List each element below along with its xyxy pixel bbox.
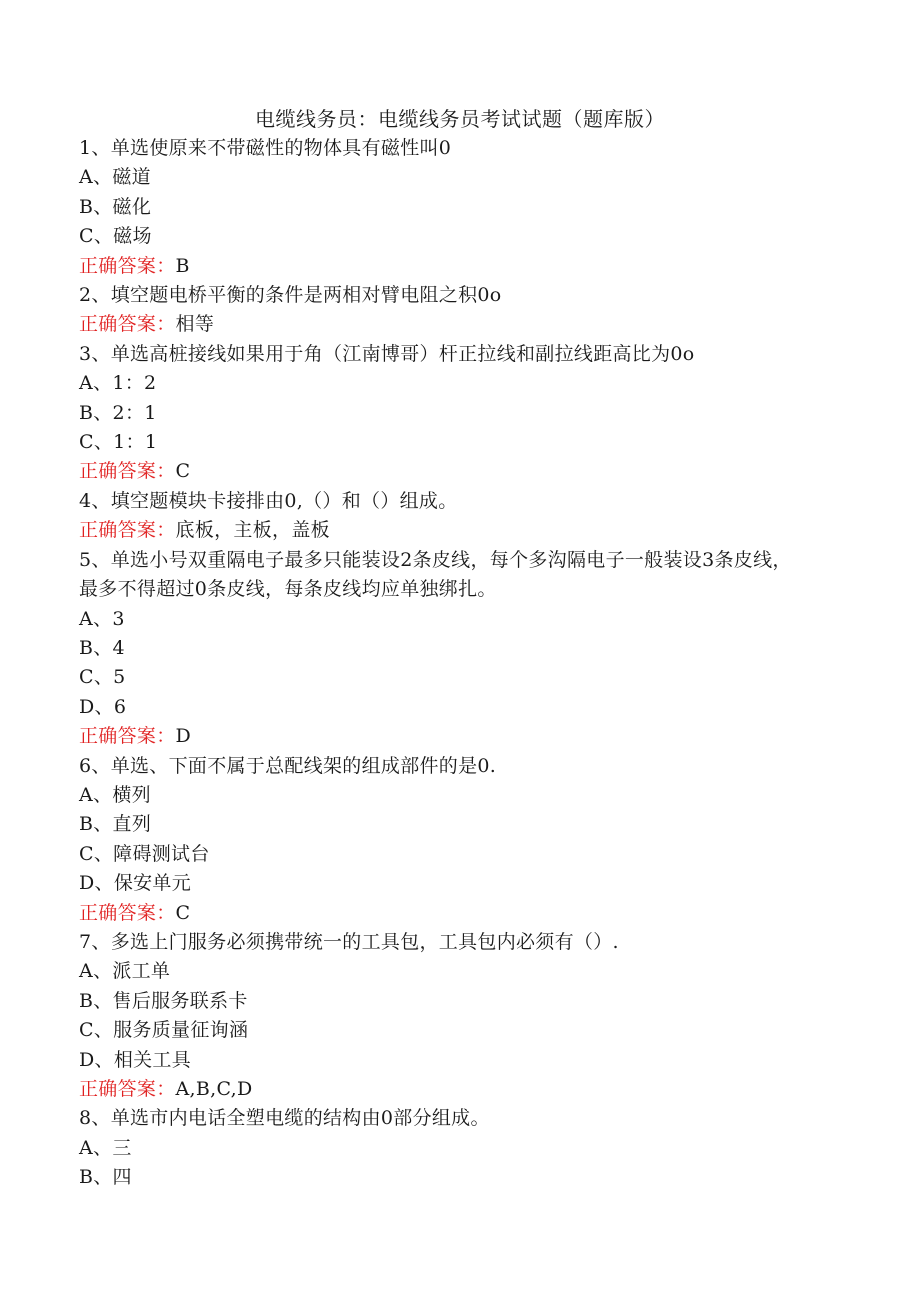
answer-value: C (175, 460, 191, 483)
question-option: B、直列 (79, 813, 152, 836)
answer-value: D (175, 725, 192, 748)
answer-line (79, 516, 809, 545)
answer-label: 正确答案： (79, 901, 176, 924)
question-option: B、磁化 (79, 195, 152, 218)
answer-label: 正确答案： (79, 519, 176, 542)
question-option: D、6 (79, 695, 127, 718)
question-option: A、磁道 (79, 166, 151, 189)
question-option: D、相关工具 (79, 1048, 192, 1071)
answer-line (79, 457, 809, 486)
question-option: A、横列 (79, 783, 151, 806)
document-title: 电缆线务员：电缆线务员考试试题（题库版） (255, 107, 665, 131)
question-option: C、5 (79, 666, 126, 689)
answer-value: C (175, 901, 191, 924)
answer-value: 相等 (175, 313, 215, 336)
answer-line (79, 252, 809, 281)
question-option: C、1：1 (79, 431, 158, 454)
answer-label: 正确答案： (79, 313, 176, 336)
question-option: B、2：1 (79, 401, 157, 424)
question-list (79, 134, 809, 1193)
question-stem: 7、多选上门服务必须携带统一的工具包，工具包内必须有（）. (79, 930, 619, 953)
question-option: C、磁场 (79, 225, 152, 248)
answer-value: B (175, 254, 190, 277)
question-option: A、三 (79, 1136, 132, 1159)
question-option: A、3 (79, 607, 125, 630)
answer-label: 正确答案： (79, 1078, 176, 1100)
question-stem: 8、单选市内电话全塑电缆的结构由0部分组成。 (79, 1107, 490, 1130)
answer-label: 正确答案： (79, 725, 176, 748)
question-option: C、服务质量征询涵 (79, 1019, 249, 1042)
question-option: B、4 (79, 636, 125, 659)
question-option: B、售后服务联系卡 (79, 989, 248, 1012)
answer-value: A,B,C,D (175, 1078, 253, 1100)
question-stem: 5、单选小号双重隔电子最多只能装设2条皮线，每个多沟隔电子一般装设3条皮线，最多不得超过0条皮线，每条皮线均应单独绑扎。 (79, 548, 792, 601)
question-stem: 3、单选高桩接线如果用于角（江南博哥）杆正拉线和副拉线距高比为0o (79, 342, 695, 365)
answer-line (79, 310, 809, 339)
question-stem: 1、单选使原来不带磁性的物体具有磁性叫0 (79, 137, 452, 159)
answer-line (79, 1075, 809, 1104)
question-stem: 2、填空题电桥平衡的条件是两相对臂电阻之积0o (79, 284, 502, 307)
answer-label: 正确答案： (79, 254, 176, 277)
question-option: C、障碍测试台 (79, 842, 210, 865)
question-option: A、1：2 (79, 372, 157, 395)
answer-line (79, 722, 809, 751)
answer-line (79, 899, 809, 928)
question-option: B、四 (79, 1166, 132, 1189)
question-option: A、派工单 (79, 960, 171, 983)
answer-value: 底板，主板，盖板 (175, 519, 330, 542)
answer-label: 正确答案： (79, 460, 176, 483)
question-stem: 4、填空题模块卡接排由0,（）和（）组成。 (79, 489, 458, 512)
question-stem: 6、单选、下面不属于总配线架的组成部件的是0. (79, 754, 497, 777)
question-option: D、保安单元 (79, 872, 192, 895)
